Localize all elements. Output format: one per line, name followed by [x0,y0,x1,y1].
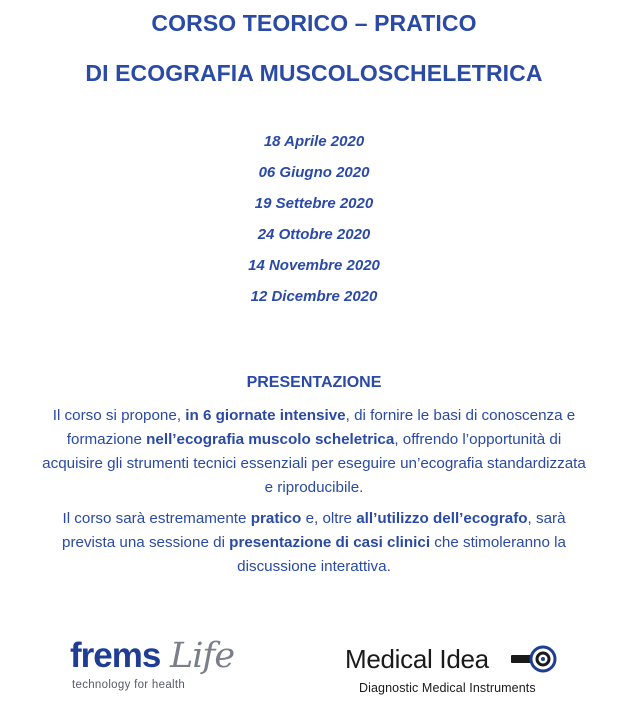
date-item: 18 Aprile 2020 [263,133,365,150]
emphasis: in 6 giornate intensive [185,407,346,424]
frems-logo-script: Life [170,636,235,676]
frems-life-logo [70,636,250,698]
dates-list [0,126,628,312]
text: e, oltre [301,510,357,527]
date-item: 19 Settebre 2020 [254,195,374,212]
presentation-heading: PRESENTAZIONE [246,374,382,391]
title-line-1: CORSO TEORICO – PRATICO [151,10,477,36]
probe-icon [511,643,557,675]
presentation-paragraph-2 [40,507,588,579]
emphasis: all’utilizzo dell’ecografo [356,510,528,527]
date-item: 12 Dicembre 2020 [250,288,378,305]
text: Il corso si propone, [52,407,186,424]
date-item: 06 Giugno 2020 [258,164,370,181]
medical-idea-logo-word: Medical Idea [345,644,489,674]
emphasis: nell’ecografia muscolo scheletrica [146,431,395,448]
presentation-paragraph-1 [40,404,588,500]
medical-idea-logo-tagline: Diagnostic Medical Instruments [359,681,536,695]
frems-logo-tagline: technology for health [72,679,186,691]
text: Il corso sarà estremamente [62,510,251,527]
date-item: 24 Ottobre 2020 [257,226,371,243]
text: , sarà prevista una sessione di [62,510,566,551]
medical-idea-logo [345,641,575,701]
text: , di fornire le basi di conoscenza e formazione [66,407,576,448]
text: , offrendo l’opportunità di acquisire gli strumenti tecnici essenziali per eseguire un’ecografia standardizzata e riproducibile. [42,431,586,496]
text: che stimoleranno la discussione interattiva. [237,534,566,575]
emphasis: presentazione di casi clinici [229,534,431,551]
frems-logo-word: frems [70,636,161,675]
date-item: 14 Novembre 2020 [248,257,380,274]
emphasis: pratico [250,510,302,527]
title-line-2: DI ECOGRAFIA MUSCOLOSCHELETRICA [85,60,543,86]
